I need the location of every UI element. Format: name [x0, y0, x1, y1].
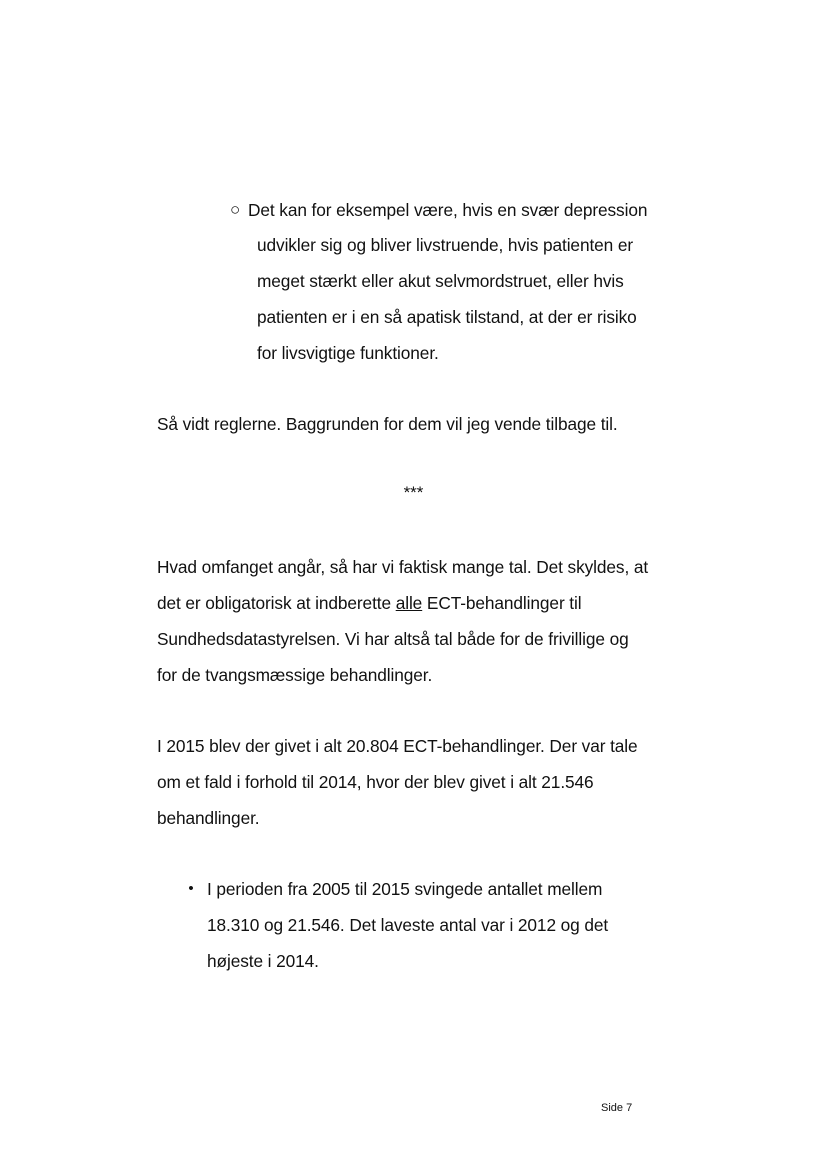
emphasized-word: alle	[395, 593, 423, 613]
paragraph-line: Hvad omfanget angår, så har vi faktisk mange tal. Det skyldes, at	[157, 557, 649, 577]
sub-bullet-line: patienten er i en så apatisk tilstand, at der er risiko	[257, 307, 637, 327]
page-number: Side 7	[601, 1102, 633, 1114]
paragraph-line: I 2015 blev der givet i alt 20.804 ECT-behandlinger. Der var tale	[157, 736, 638, 756]
paragraph-line: behandlinger.	[157, 808, 260, 828]
text-run: det er obligatorisk at indberette	[157, 593, 396, 613]
paragraph-line: for de tvangsmæssige behandlinger.	[157, 665, 433, 685]
bullet-line: I perioden fra 2005 til 2015 svingede antallet mellem	[207, 879, 603, 899]
paragraph-line: Sundhedsdatastyrelsen. Vi har altså tal både for de frivillige og	[157, 629, 629, 649]
bullet-line: højeste i 2014.	[207, 951, 319, 971]
text-run: ECT-behandlinger til	[422, 593, 582, 613]
bullet-line: 18.310 og 21.546. Det laveste antal var i 2012 og det	[207, 915, 609, 935]
bullet-dot-icon: •	[188, 880, 194, 897]
circle-bullet-icon: ○	[230, 200, 241, 219]
paragraph-line	[157, 592, 581, 614]
sub-bullet-line: udvikler sig og bliver livstruende, hvis patienten er	[257, 235, 634, 255]
paragraph-rules: Så vidt reglerne. Baggrunden for dem vil jeg vende tilbage til.	[157, 414, 618, 434]
sub-bullet-first-line: Det kan for eksempel være, hvis en svær depression	[248, 200, 648, 220]
sub-bullet-line: meget stærkt eller akut selvmordstruet, eller hvis	[257, 271, 624, 291]
paragraph-line: om et fald i forhold til 2014, hvor der blev givet i alt 21.546	[157, 772, 594, 792]
sub-bullet-line: for livsvigtige funktioner.	[257, 343, 439, 363]
section-separator: ***	[403, 483, 424, 502]
